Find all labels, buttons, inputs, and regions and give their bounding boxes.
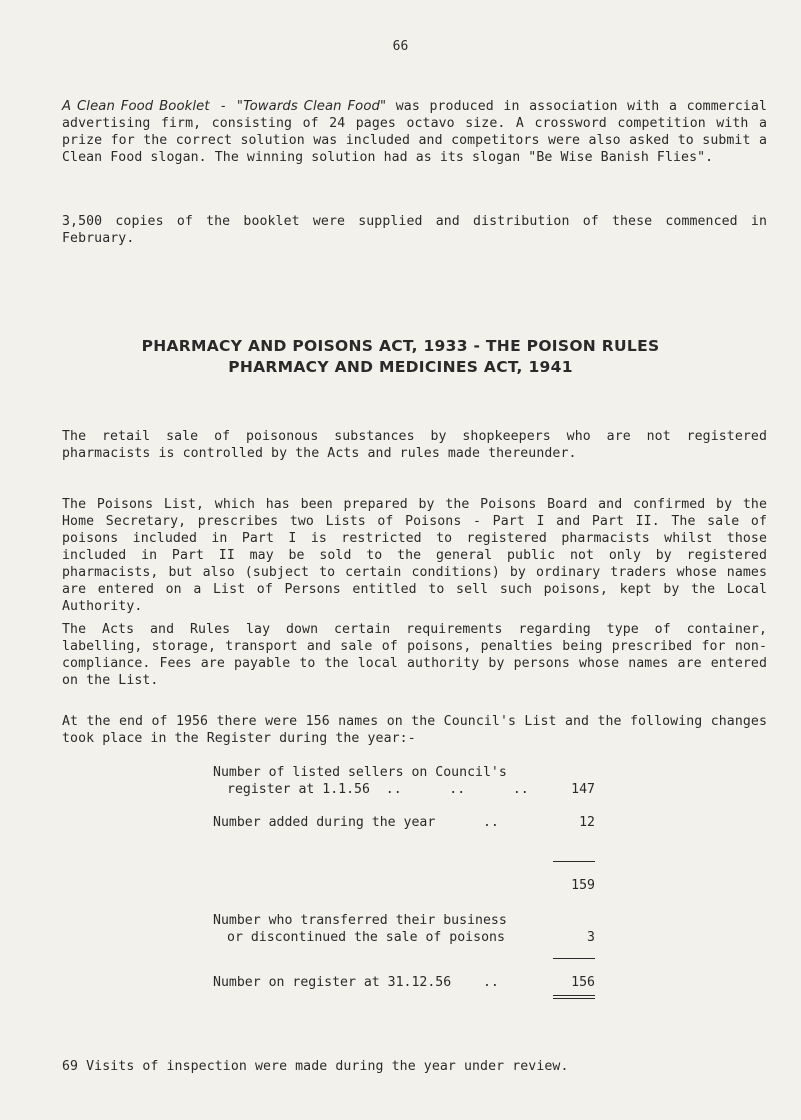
total-rule <box>553 958 595 959</box>
row-value: 3 <box>587 930 595 945</box>
booklet-text: was produced in association with a commercial advertising firm, consisting of 24 pages octavo size. A crossword competition with a prize for the correct solution was included and competitors were also asked to submit a Clean Food slogan. The winning solution had as its slogan "Be Wise Banish Flies". <box>62 99 767 165</box>
double-rule-bottom <box>553 998 595 999</box>
row-label: Number on register at 31.12.56 .. <box>213 975 499 990</box>
retail-sale-paragraph: The retail sale of poisonous substances by shopkeepers who are not registered pharmacists is controlled by the Acts and rules made thereunder. <box>62 429 767 461</box>
row-label: Number added during the year .. <box>213 815 499 830</box>
page-number: 66 <box>392 39 409 54</box>
register-intro-paragraph: At the end of 1956 there were 156 names on the Council's List and the following changes took place in the Register during the year:- <box>62 714 767 746</box>
inspection-visits-paragraph: 69 Visits of inspection were made during the year under review. <box>62 1059 569 1074</box>
section-heading <box>0 336 801 378</box>
row-value: 12 <box>579 815 595 830</box>
double-rule-top <box>553 995 595 996</box>
booklet-copies-paragraph: 3,500 copies of the booklet were supplied and distribution of these commenced in February. <box>62 214 767 246</box>
poisons-list-paragraph: The Poisons List, which has been prepared by the Poisons Board and confirmed by the Home Secretary, prescribes two Lists of Poisons - Part I and Part II. The sale of poisons included in Part I is restricted to registered pharmacists whilst those included in Part II may be sold to the general public not only by registered pharmacists, but also (subject to certain conditions) by ordinary traders whose names are entered on a List of Persons entitled to sell such poisons, kept by the Local Authority. <box>62 497 767 614</box>
row-value: 147 <box>571 782 595 797</box>
row-label: Number of listed sellers on Council's <box>213 765 507 780</box>
acts-rules-paragraph: The Acts and Rules lay down certain requirements regarding type of container, labelling, storage, transport and sale of poisons, penalties being prescribed for non-compliance. Fees are payable to the local authority by persons whose names are entered on the List. <box>62 622 767 688</box>
subtotal-rule <box>553 861 595 862</box>
row-label-cont: or discontinued the sale of poisons <box>227 930 505 945</box>
row-label: Number who transferred their business <box>213 913 507 928</box>
booklet-dash: - <box>209 99 237 114</box>
booklet-lead: A Clean Food Booklet <box>62 99 210 114</box>
row-value: 159 <box>571 878 595 893</box>
row-label-cont: register at 1.1.56 .. .. .. <box>227 782 529 797</box>
heading-line-1: PHARMACY AND POISONS ACT, 1933 - THE POISON RULES <box>141 337 660 355</box>
heading-line-2: PHARMACY AND MEDICINES ACT, 1941 <box>228 358 573 376</box>
row-value: 156 <box>571 975 595 990</box>
booklet-title: "Towards Clean Food" <box>236 99 387 114</box>
clean-food-booklet-paragraph <box>62 98 767 166</box>
